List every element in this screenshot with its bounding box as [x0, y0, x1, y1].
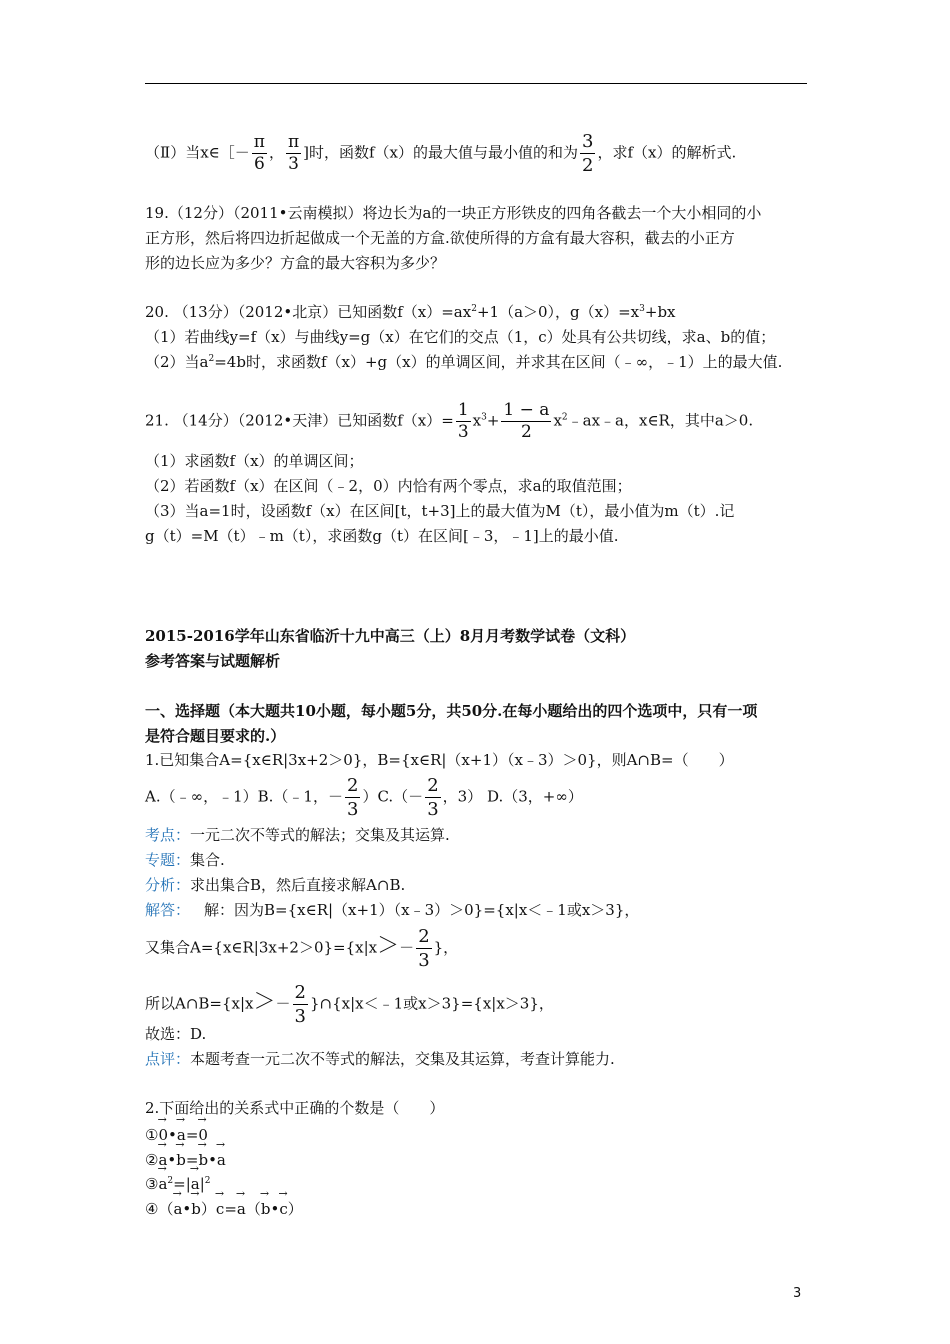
a2-question: 2.下面给出的关系式中正确的个数是（ ） — [145, 1099, 445, 1117]
fraction: $\frac{\pi}{6}$ — [253, 132, 265, 174]
header-rule — [145, 83, 807, 84]
q18-text: （Ⅱ）当x∈［－ — [145, 143, 250, 162]
a1-dianping: 点评：本题考查一元二次不等式的解法，交集及其运算，考查计算能力. — [145, 1050, 615, 1068]
a2-item4: ④（→ a•→ b）→ c=→ a（→ b•→ c） — [145, 1199, 303, 1219]
fraction: $\frac{3}{2}$ — [582, 131, 594, 176]
q21-line1: 21. （14分）（2012•天津）已知函数f（x）= $\frac{1}{3}$ $x^3+$ $\frac{1 - a}{2}$ $x^2﹣ax﹣a$，x∈R，其中a＞0. — [145, 400, 754, 442]
q20-line2: （1）若曲线y=f（x）与曲线y=g（x）在它们的交点（1，c）处具有公共切线，求a、b的值； — [145, 328, 776, 346]
fraction: $\frac{1}{3}$ — [457, 400, 469, 442]
a1-options: A.（﹣∞，﹣1）B.（﹣1，－ $\frac{2}{3}$ ）C.（－ $\frac{2}{3}$ ，3） D.（3，+∞） — [145, 775, 583, 820]
q18-part2: （Ⅱ）当x∈［－ $\frac{\pi}{6}$ ， $\frac{\pi}{3}$ ]时，函数f（x）的最大值与最小值的和为 $\frac{3}{2}$ ，求f（x）的解析式. — [145, 131, 737, 176]
q20-line1: 20. （13分）（2012•北京）已知函数$f(x)=ax^2+1(a>0)$，$g(x)=x^3+bx$ — [145, 303, 676, 321]
section-heading-cont: 是符合题目要求的.） — [145, 727, 286, 745]
a1-kaodian: 考点：一元二次不等式的解法；交集及其运算. — [145, 826, 450, 844]
fraction: $\frac{\pi}{3}$ — [287, 132, 300, 174]
q21-p1: （1）求函数f（x）的单调区间； — [145, 452, 364, 470]
a1-fenxi: 分析：求出集合B，然后直接求解A∩B. — [145, 876, 406, 894]
label-fenxi: 分析： — [145, 876, 191, 894]
q21-p2: （2）若函数f（x）在区间（﹣2，0）内恰有两个零点，求a的取值范围； — [145, 477, 632, 495]
a2-item1: ①→ 0•→ a=→ 0 — [145, 1125, 208, 1145]
q19-line1: 19.（12分）（2011•云南模拟）将边长为a的一块正方形铁皮的四角各截去一个大小相同的小 — [145, 204, 762, 222]
a2-item3: ③→ $a^2=|\to a|^2$ — [145, 1174, 211, 1194]
fraction: $\frac{2}{3}$ — [294, 982, 306, 1027]
fraction: $\frac{1 - a}{2}$ — [503, 400, 550, 442]
label-jieda: 解答： — [145, 901, 191, 919]
a1-question: 1.已知集合A={x∈R|3x+2＞0}，B={x∈R|（x+1）（x﹣3）＞0}，则A∩B=（ ） — [145, 751, 734, 769]
q20-line3: （2）当$a^2=4b$时，求函数f（x）+g（x）的单调区间，并求其在区间（﹣∞，﹣1）上的最大值. — [145, 353, 783, 371]
a2-item2: ②→ a•→ b=→ b•→ a — [145, 1150, 226, 1170]
q19-line2: 正方形，然后将四边折起做成一个无盖的方盒.欲使所得的方盒有最大容积，截去的小正方 — [145, 229, 735, 247]
label-zhuanti: 专题： — [145, 851, 191, 869]
q19-line3: 形的边长应为多少？方盒的最大容积为多少？ — [145, 254, 446, 272]
page-number: 3 — [793, 1286, 802, 1301]
a1-jieda: 解答： 解：因为B={x∈R|（x+1）（x﹣3）＞0}={x|x＜﹣1或x＞3}， — [145, 901, 640, 919]
a1-line3: 所以A∩B={x|x＞－ $\frac{2}{3}$ }∩{x|x＜﹣1或x＞3}={x|x＞3}， — [145, 982, 554, 1027]
a1-zhuanti: 专题：集合. — [145, 851, 225, 869]
a1-line2: 又集合A={x∈R|3x+2＞0}={x|x＞－ $\frac{2}{3}$ }， — [145, 926, 459, 971]
q21-p4: g（t）=M（t）﹣m（t），求函数g（t）在区间[﹣3，﹣1]上的最小值. — [145, 527, 619, 545]
answer-subtitle: 参考答案与试题解析 — [145, 652, 281, 670]
label-dianping: 点评： — [145, 1050, 191, 1068]
fraction: $\frac{2}{3}$ — [427, 775, 439, 820]
fraction: $\frac{2}{3}$ — [347, 775, 359, 820]
section-heading: 一、选择题（本大题共10小题，每小题5分，共50分.在每小题给出的四个选项中，只有一项 — [145, 702, 758, 720]
a1-guxuan: 故选：D. — [145, 1025, 207, 1043]
q21-p3: （3）当a=1时，设函数f（x）在区间[t，t+3]上的最大值为M（t），最小值为m（t）.记 — [145, 502, 735, 520]
label-kaodian: 考点： — [145, 826, 191, 844]
answer-title: 2015-2016学年山东省临沂十九中高三（上）8月月考数学试卷（文科） — [145, 627, 636, 645]
fraction: $\frac{2}{3}$ — [418, 926, 430, 971]
